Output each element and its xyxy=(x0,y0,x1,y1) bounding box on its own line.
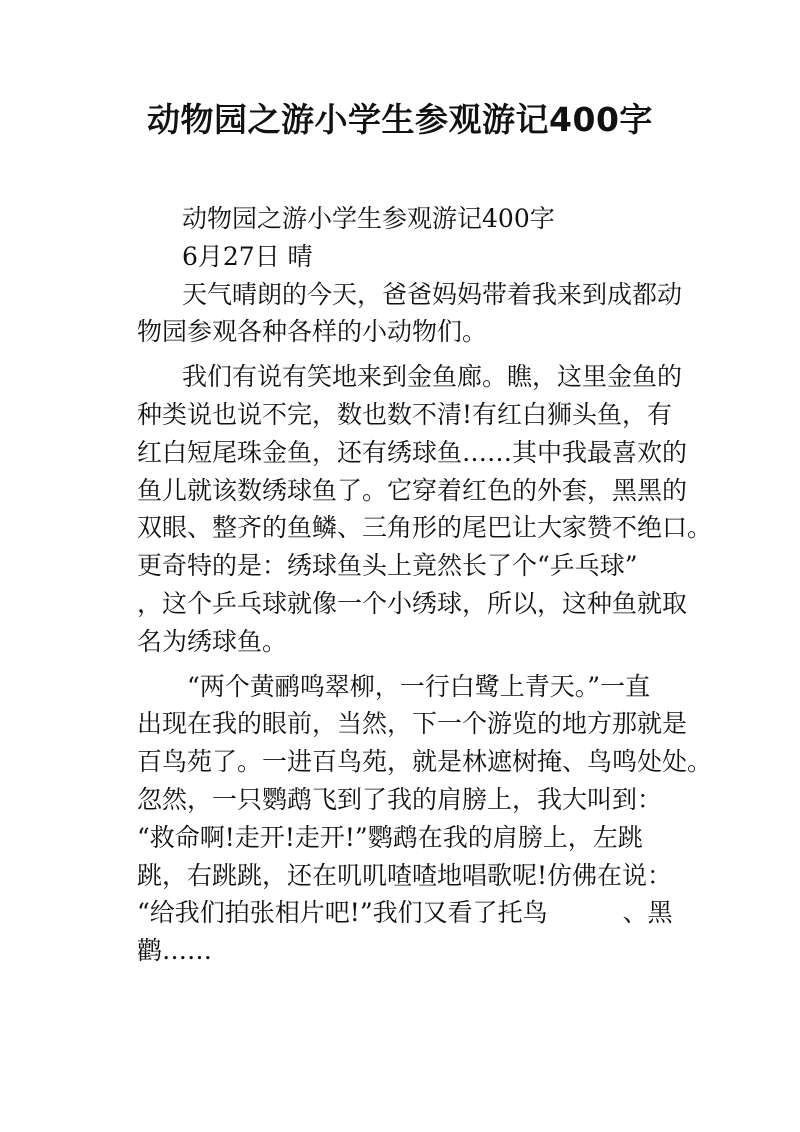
paragraph-3-line-1: “两个黄鹂鸣翠柳，一行白鹭上青天。”一直 xyxy=(187,671,651,701)
paragraph-3-line-8: 鹳…… xyxy=(137,936,213,966)
paragraph-2-line-3: 红白短尾珠金鱼，还有绣球鱼……其中我最喜欢的 xyxy=(137,437,688,467)
document-body xyxy=(137,200,713,970)
paragraph-2-line-7: ，这个乒乓球就像一个小绣球，所以，这种鱼就取 xyxy=(137,588,688,618)
paragraph-2-line-6: 更奇特的是：绣球鱼头上竟然长了个“乒乓球” xyxy=(137,551,638,581)
date-weather-line: 6月27日 晴 xyxy=(182,241,313,271)
paragraph-1-line-2: 物园参观各种各样的小动物们。 xyxy=(137,317,488,347)
paragraph-2-line-5: 双眼、整齐的鱼鳞、三角形的尾巴让大家赞不绝口。 xyxy=(137,513,713,543)
paragraph-3-line-6: 跳，右跳跳，还在叽叽喳喳地唱歌呢!仿佛在说： xyxy=(137,860,673,890)
paragraph-3-line-5: “救命啊!走开!走开!”鹦鹉在我的肩膀上，左跳 xyxy=(137,822,643,852)
paragraph-2-line-1: 我们有说有笑地来到金鱼廊。瞧，这里金鱼的 xyxy=(182,362,683,392)
paragraph-3-line-4: 忽然，一只鹦鹉飞到了我的肩膀上，我大叫到： xyxy=(137,784,663,814)
subtitle-line: 动物园之游小学生参观游记400字 xyxy=(182,204,555,233)
paragraph-2-line-8: 名为绣球鱼。 xyxy=(137,626,288,656)
paragraph-3-line-3: 百鸟苑了。一进百鸟苑，就是林遮树掩、鸟鸣处处。 xyxy=(137,747,713,777)
paragraph-1-line-1: 天气晴朗的今天，爸爸妈妈带着我来到成都动 xyxy=(182,279,683,309)
paragraph-2-line-2: 种类说也说不完，数也数不清!有红白狮头鱼，有 xyxy=(137,399,673,429)
paragraph-2-line-4: 鱼儿就该数绣球鱼了。它穿着红色的外套，黑黑的 xyxy=(137,475,688,505)
paragraph-3-line-2: 出现在我的眼前，当然，下一个游览的地方那就是 xyxy=(137,709,688,739)
document-title: 动物园之游小学生参观游记400字 xyxy=(147,100,653,139)
paragraph-3-line-7: “给我们拍张相片吧!”我们又看了托鸟 、黑 xyxy=(137,898,673,928)
